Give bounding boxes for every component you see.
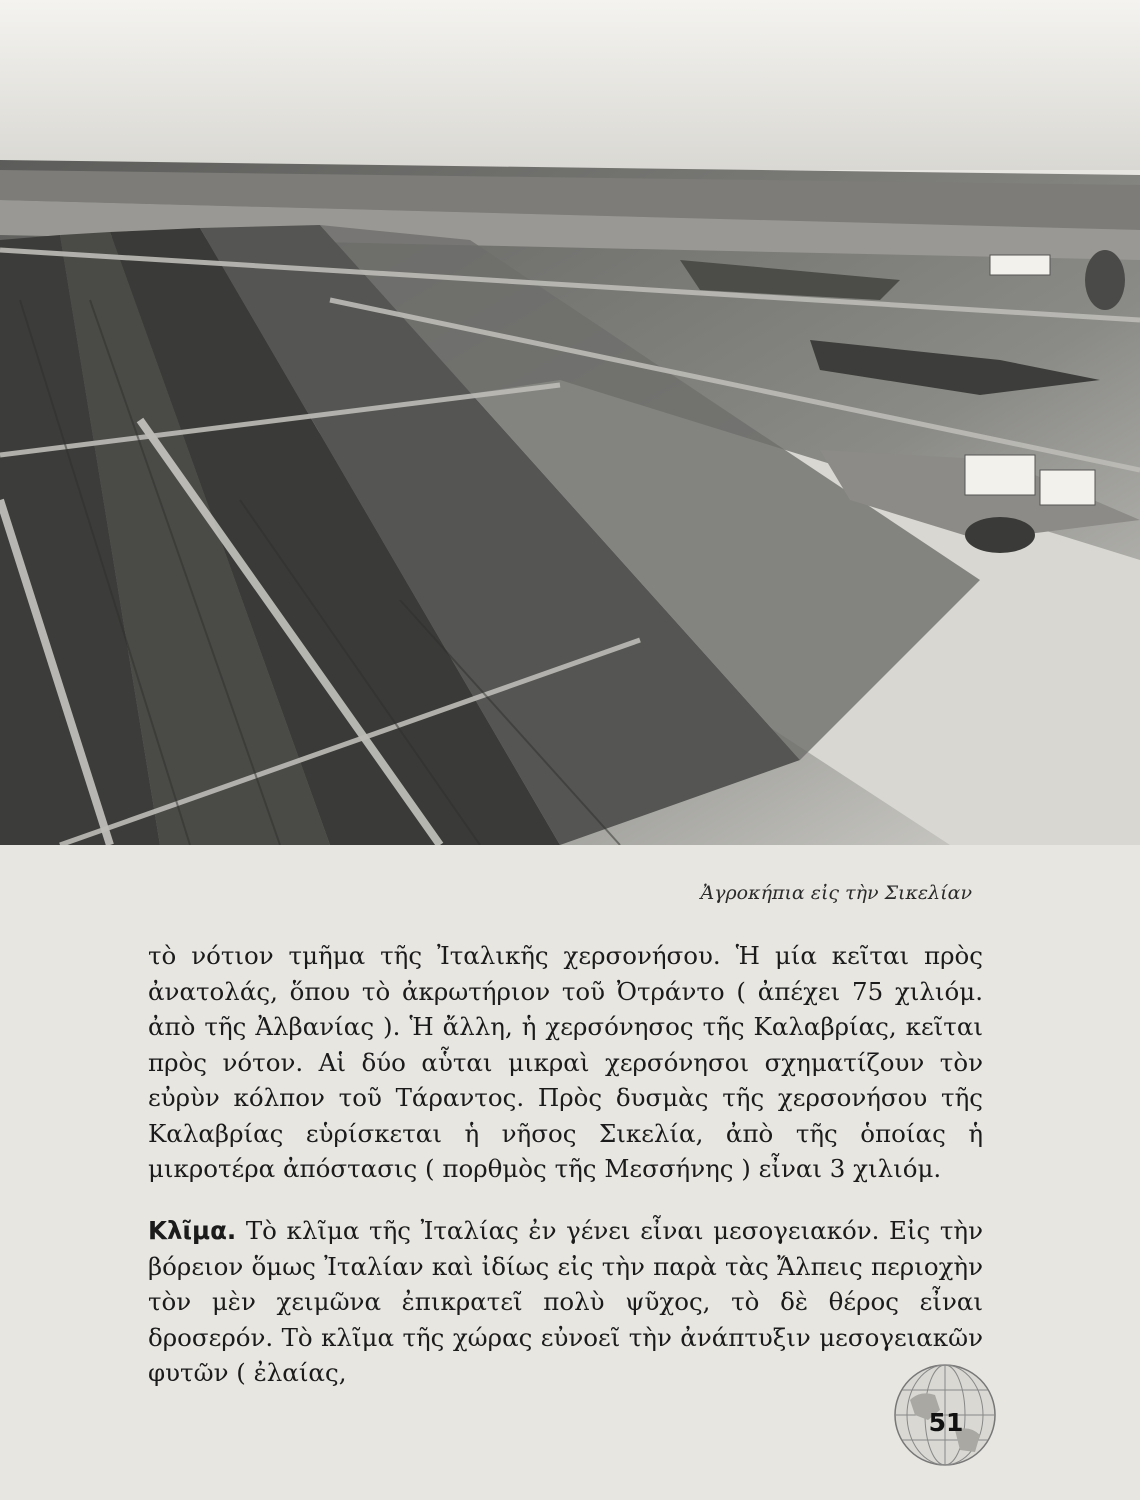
paragraph-text: Τὸ κλῖμα τῆς Ἰταλίας ἐν γένει εἶναι μεσογειακόν. Εἰς τὴν βόρειον ὅμως Ἰταλίαν καὶ ἰδίως εἰς τὴν παρὰ τὰς Ἄλπεις περιοχὴν τὸν μὲν χειμῶνα ἐπικρατεῖ πολὺ ψῦχος, τὸ δὲ θέρος εἶναι δροσερόν. Τὸ κλῖμα τῆς χώρας εὐνοεῖ τὴν ἀνάπτυξιν μεσογειακῶν φυτῶν ( ἐλαίας, [148,1216,983,1387]
paragraph-geography [148,938,983,1187]
page-number: 51 [928,1407,964,1437]
photo-caption: Ἀγροκήπια εἰς τὴν Σικελίαν [700,882,972,904]
section-heading-climate: Κλῖμα. [148,1216,237,1245]
paragraph-climate [148,1213,983,1391]
paragraph-text: τὸ νότιον τμῆμα τῆς Ἰταλικῆς χερσονήσου. Ἡ μία κεῖται πρὸς ἀνατολάς, ὅπου τὸ ἀκρωτήριον τοῦ Ὀτράντο ( ἀπέχει 75 χιλιόμ. ἀπὸ τῆς Ἀλβανίας ). Ἡ ἄλλη, ἡ χερσόνησος τῆς Καλαβρίας, κεῖται πρὸς νότον. Αἱ δύο αὗται μικραὶ χερσόνησοι σχηματίζουν τὸν εὐρὺν κόλπον τοῦ Τάραντος. Πρὸς δυσμὰς τῆς χερσονήσου τῆς Καλαβρίας εὑρίσκεται ἡ νῆσος Σικελία, ἀπὸ τῆς ὁποίας ἡ μικροτέρα ἀπόστασις ( πορθμὸς τῆς Μεσσήνης ) εἶναι 3 χιλιόμ. [148,941,983,1183]
